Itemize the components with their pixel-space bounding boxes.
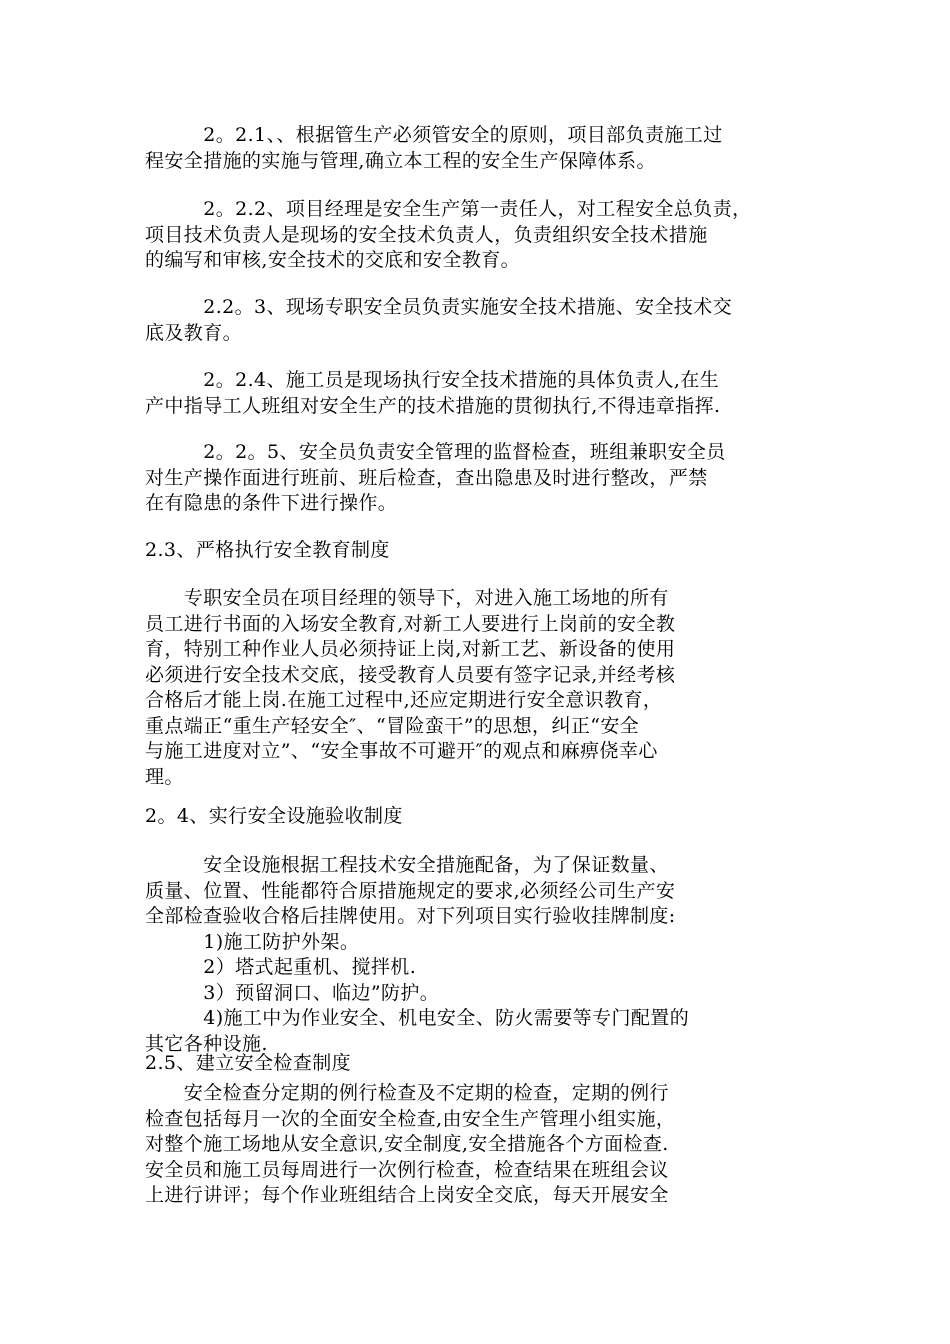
- text-line: 重点端正“重生产轻安全″、“冒险蛮干”的思想，纠正“安全: [145, 714, 640, 737]
- text-line: 2。2.2、项目经理是安全生产第一责任人，对工程安全总负责，: [145, 198, 752, 220]
- text-line: 育，特别工种作业人员必须持证上岗,对新工艺、新设备的使用: [145, 638, 676, 660]
- section-body-2-4: [145, 853, 815, 1057]
- paragraph-2-2-4: [145, 368, 815, 419]
- text-line: 对生产操作面进行班前、班后检查，查出隐患及时进行整改，严禁: [145, 466, 708, 489]
- text-line: 2。2。5、安全员负责安全管理的监督检查，班组兼职安全员: [145, 441, 726, 463]
- text-line: 理。: [145, 765, 184, 788]
- list-item: 1)施工防护外架。: [145, 930, 360, 953]
- text-line: 对整个施工场地从安全意识,安全制度,安全措施各个方面检查.: [145, 1133, 669, 1155]
- text-line: 安全员和施工员每周进行一次例行检查，检查结果在班组会议: [145, 1158, 669, 1181]
- section-body-2-3: [145, 586, 815, 790]
- text-line: 项目技术负责人是现场的安全技术负责人，负责组织安全技术措施: [145, 223, 708, 246]
- section-heading-2-5: 2.5、建立安全检查制度: [145, 1052, 352, 1074]
- paragraph-2-2-1: [145, 123, 815, 174]
- text-line: 程安全措施的实施与管理,确立本工程的安全生产保障体系。: [145, 149, 656, 172]
- text-line: 与施工进度对立”、“安全事故不可避开″的观点和麻痹侥幸心: [145, 740, 658, 762]
- text-line: 的编写和审核,安全技术的交底和安全教育。: [145, 249, 521, 271]
- text-line: 必须进行安全技术交底，接受教育人员要有签字记录,并经考核: [145, 663, 676, 686]
- paragraph-2-2-2: [145, 197, 815, 274]
- text-line: 2。2.1、、根据管生产必须管安全的原则，项目部负责施工过: [145, 124, 723, 146]
- text-line: 安全设施根据工程技术安全措施配备，为了保证数量、: [145, 854, 669, 876]
- section-body-2-5: [145, 1081, 815, 1209]
- paragraph-2-2-3: [145, 295, 815, 346]
- text-line: 安全检查分定期的例行检查及不定期的检查，定期的例行: [145, 1082, 669, 1104]
- text-line: 检查包括每月一次的全面安全检查,由安全生产管理小组实施，: [145, 1107, 676, 1130]
- text-line: 上进行讲评；每个作业班组结合上岗安全交底，每天开展安全: [145, 1184, 669, 1206]
- text-line: 员工进行书面的入场安全教育,对新工人要进行上岗前的安全教: [145, 612, 676, 635]
- list-item: 4)施工中为作业安全、机电安全、防火需要等专门配置的: [145, 1007, 690, 1029]
- text-line: 全部检查验收合格后挂牌使用。对下列项目实行验收挂牌制度:: [145, 905, 676, 927]
- text-line: 合格后才能上岗.在施工过程中,还应定期进行安全意识教育，: [145, 689, 663, 711]
- text-line: 产中指导工人班组对安全生产的技术措施的贯彻执行,不得违章指挥.: [145, 394, 721, 417]
- text-line: 2.2。3、现场专职安全员负责实施安全技术措施、安全技术交: [145, 296, 733, 318]
- text-line: 其它各种设施.: [145, 1032, 268, 1055]
- text-line: 在有隐患的条件下进行操作。: [145, 492, 398, 514]
- text-line: 底及教育。: [145, 321, 243, 344]
- section-heading-2-4: 2。4、实行安全设施验收制度: [145, 805, 403, 827]
- text-line: 专职安全员在项目经理的领导下，对进入施工场地的所有: [145, 587, 669, 609]
- text-line: 2。2.4、施工员是现场执行安全技术措施的具体负责人,在生: [145, 369, 720, 391]
- paragraph-2-2-5: [145, 440, 815, 517]
- list-item: 3）预留洞口、临边”防护。: [145, 981, 440, 1004]
- text-line: 质量、位置、性能都符合原措施规定的要求,必须经公司生产安: [145, 879, 676, 902]
- section-heading-2-3: 2.3、严格执行安全教育制度: [145, 539, 390, 561]
- list-item: 2）塔式起重机、搅拌机.: [145, 956, 417, 978]
